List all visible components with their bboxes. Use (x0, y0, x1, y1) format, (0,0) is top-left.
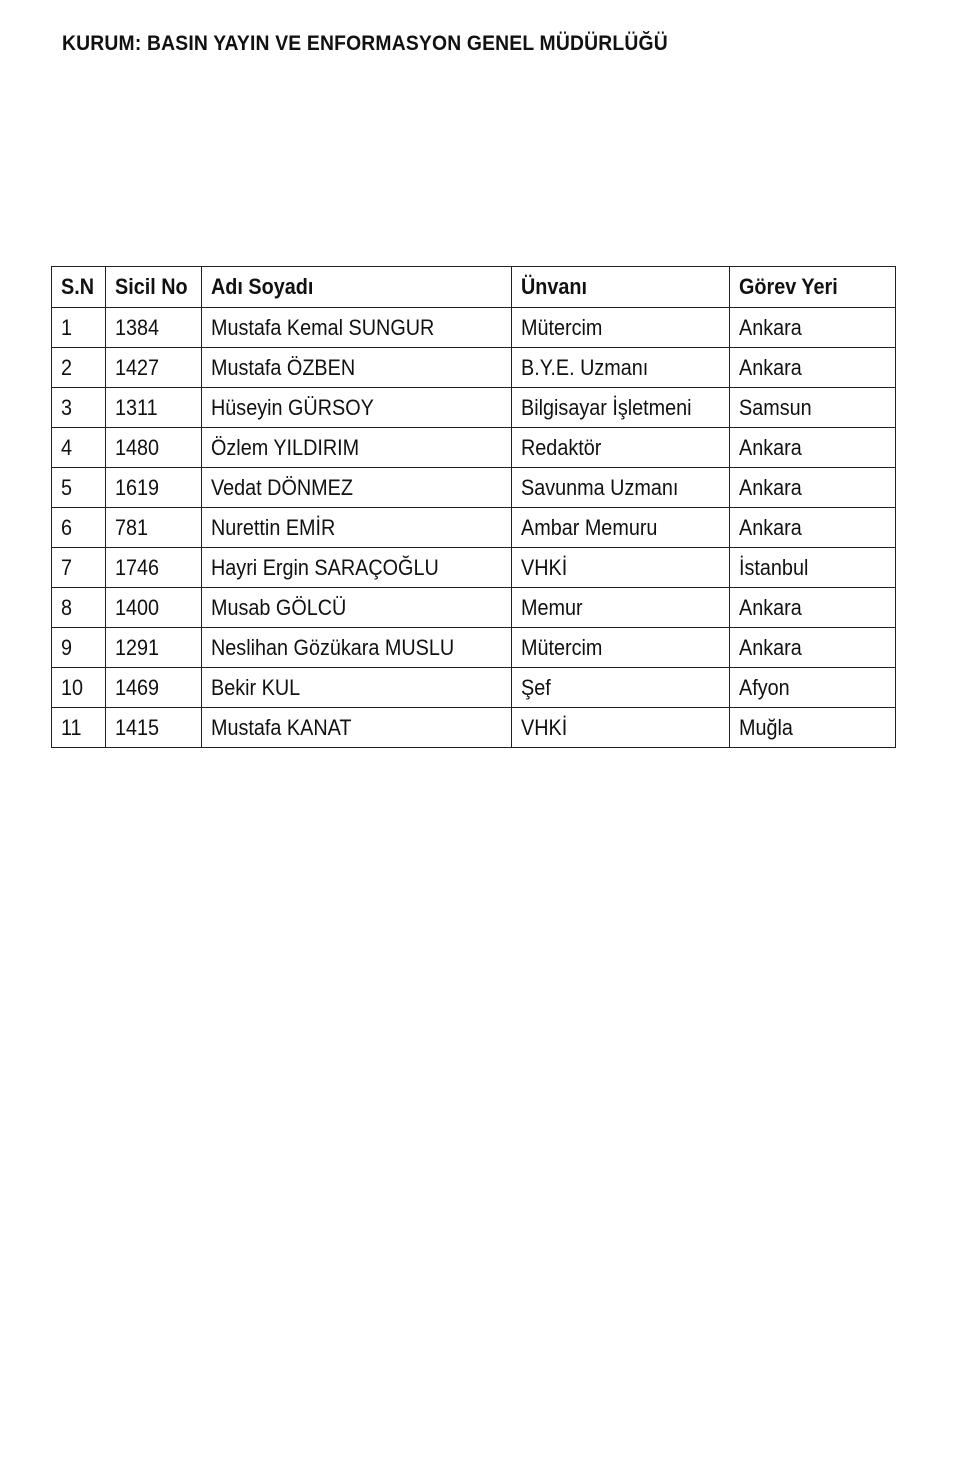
cell-gorev-yeri: Ankara (730, 348, 896, 388)
cell-unvani: Şef (512, 668, 730, 708)
cell-unvani: B.Y.E. Uzmanı (512, 348, 730, 388)
cell-sn: 7 (52, 548, 106, 588)
cell-sicil-no: 1427 (106, 348, 202, 388)
cell-sn: 6 (52, 508, 106, 548)
cell-adi-soyadi: Neslihan Gözükara MUSLU (202, 628, 512, 668)
table-row (52, 348, 896, 388)
cell-sn: 2 (52, 348, 106, 388)
cell-gorev-yeri: İstanbul (730, 548, 896, 588)
cell-unvani: Redaktör (512, 428, 730, 468)
cell-gorev-yeri: Ankara (730, 468, 896, 508)
cell-sicil-no: 1400 (106, 588, 202, 628)
cell-adi-soyadi: Mustafa Kemal SUNGUR (202, 308, 512, 348)
cell-sn: 10 (52, 668, 106, 708)
cell-adi-soyadi: Nurettin EMİR (202, 508, 512, 548)
header-gorev-yeri: Görev Yeri (730, 267, 896, 308)
cell-sn: 1 (52, 308, 106, 348)
cell-gorev-yeri: Ankara (730, 428, 896, 468)
cell-gorev-yeri: Muğla (730, 708, 896, 748)
cell-sn: 5 (52, 468, 106, 508)
header-sicil-no: Sicil No (106, 267, 202, 308)
table-row (52, 508, 896, 548)
table-row (52, 308, 896, 348)
cell-adi-soyadi: Özlem YILDIRIM (202, 428, 512, 468)
cell-sicil-no: 781 (106, 508, 202, 548)
cell-gorev-yeri: Samsun (730, 388, 896, 428)
cell-sn: 3 (52, 388, 106, 428)
cell-sn: 9 (52, 628, 106, 668)
cell-sicil-no: 1291 (106, 628, 202, 668)
cell-adi-soyadi: Hüseyin GÜRSOY (202, 388, 512, 428)
cell-gorev-yeri: Ankara (730, 588, 896, 628)
cell-sn: 8 (52, 588, 106, 628)
cell-adi-soyadi: Bekir KUL (202, 668, 512, 708)
cell-unvani: VHKİ (512, 708, 730, 748)
header-adi-soyadi: Adı Soyadı (202, 267, 512, 308)
cell-gorev-yeri: Ankara (730, 508, 896, 548)
personnel-table (51, 266, 896, 748)
cell-adi-soyadi: Musab GÖLCÜ (202, 588, 512, 628)
cell-gorev-yeri: Afyon (730, 668, 896, 708)
cell-adi-soyadi: Mustafa ÖZBEN (202, 348, 512, 388)
cell-unvani: Memur (512, 588, 730, 628)
cell-sicil-no: 1311 (106, 388, 202, 428)
cell-adi-soyadi: Mustafa KANAT (202, 708, 512, 748)
table-row (52, 588, 896, 628)
cell-adi-soyadi: Vedat DÖNMEZ (202, 468, 512, 508)
cell-sicil-no: 1469 (106, 668, 202, 708)
header-unvani: Ünvanı (512, 267, 730, 308)
table-row (52, 548, 896, 588)
cell-sicil-no: 1746 (106, 548, 202, 588)
cell-gorev-yeri: Ankara (730, 308, 896, 348)
cell-gorev-yeri: Ankara (730, 628, 896, 668)
table-header-row (52, 267, 896, 308)
cell-sicil-no: 1480 (106, 428, 202, 468)
table-row (52, 628, 896, 668)
document-title: KURUM: BASIN YAYIN VE ENFORMASYON GENEL MÜDÜRLÜĞÜ (62, 32, 668, 55)
cell-unvani: Bilgisayar İşletmeni (512, 388, 730, 428)
cell-unvani: Ambar Memuru (512, 508, 730, 548)
table-row (52, 428, 896, 468)
cell-sn: 4 (52, 428, 106, 468)
header-sn: S.N (52, 267, 106, 308)
cell-unvani: Savunma Uzmanı (512, 468, 730, 508)
table-row (52, 708, 896, 748)
cell-sn: 11 (52, 708, 106, 748)
cell-sicil-no: 1619 (106, 468, 202, 508)
cell-unvani: Mütercim (512, 308, 730, 348)
cell-unvani: Mütercim (512, 628, 730, 668)
cell-sicil-no: 1384 (106, 308, 202, 348)
cell-unvani: VHKİ (512, 548, 730, 588)
table-row (52, 388, 896, 428)
table-row (52, 668, 896, 708)
cell-sicil-no: 1415 (106, 708, 202, 748)
table-row (52, 468, 896, 508)
cell-adi-soyadi: Hayri Ergin SARAÇOĞLU (202, 548, 512, 588)
